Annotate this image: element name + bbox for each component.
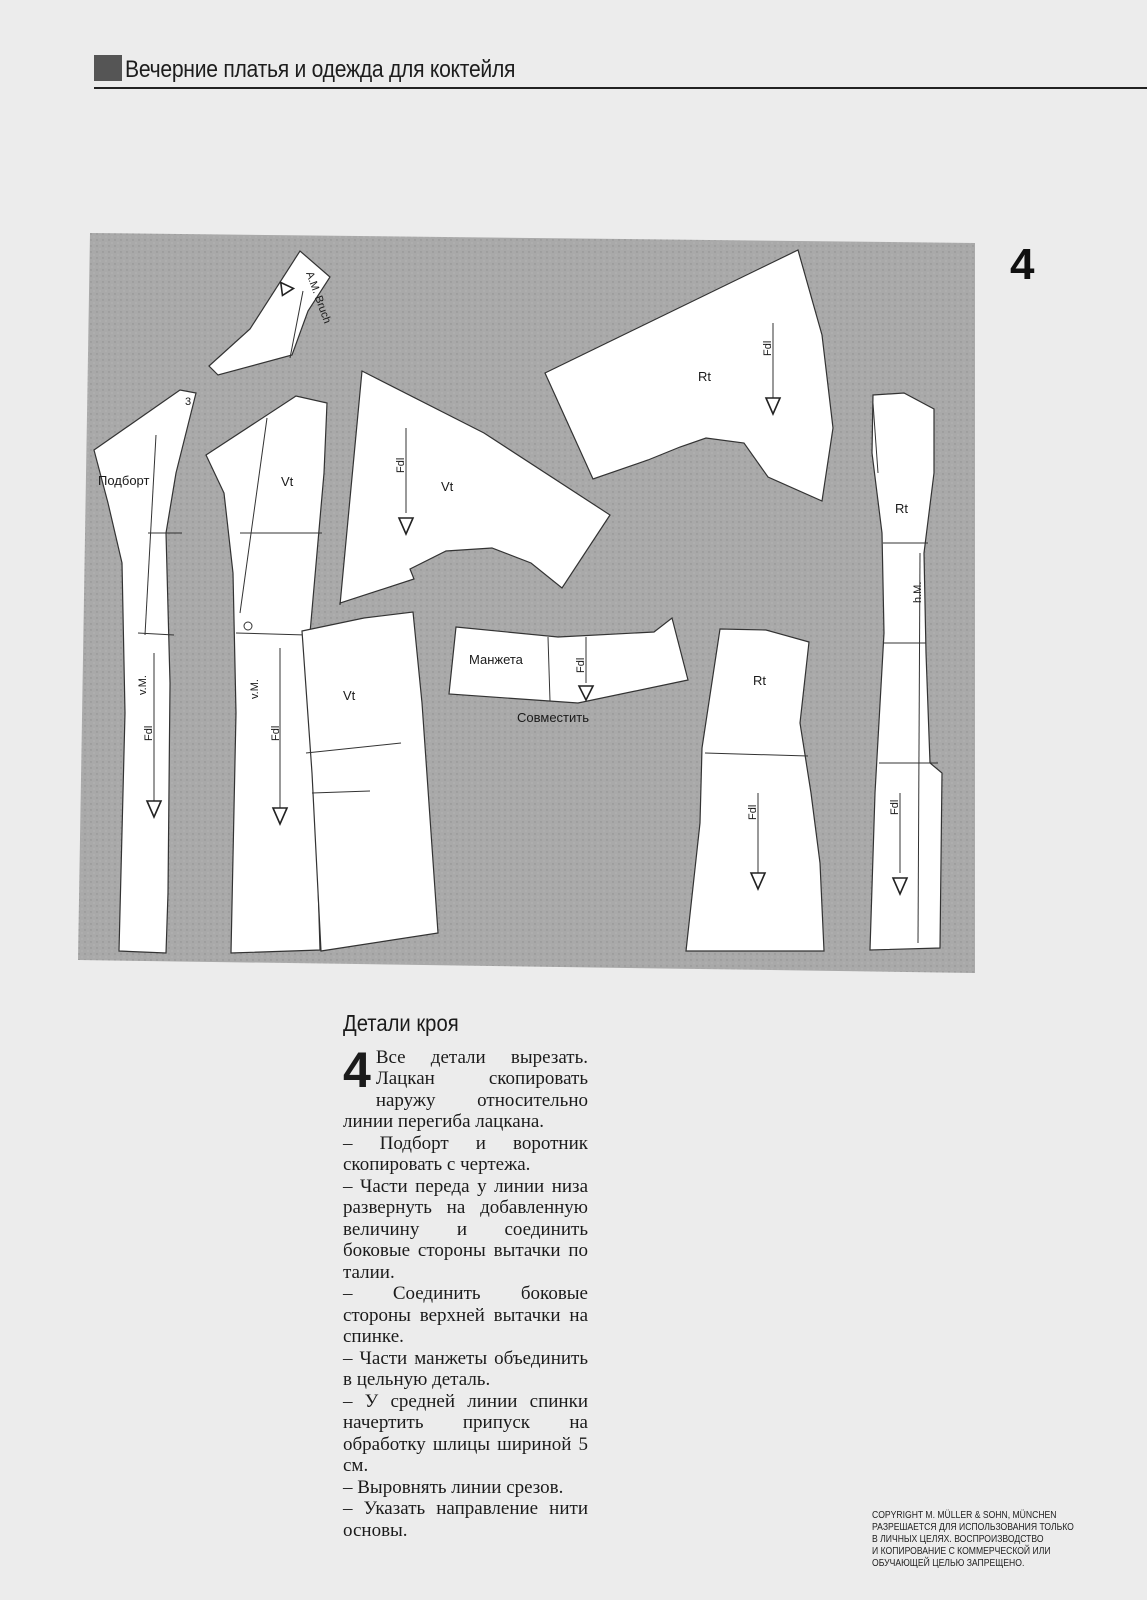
- figure-number: 4: [1010, 240, 1035, 289]
- podbort-label: Подборт: [98, 473, 150, 488]
- instructions-column: [343, 1010, 588, 1541]
- rt-label-side-back: Rt: [753, 673, 766, 688]
- instruction-paragraph: – Части манжеты объединить в цельную деталь.: [343, 1347, 588, 1390]
- manzheta-label: Манжета: [469, 652, 523, 667]
- instruction-paragraph: – Подборт и воротник скопировать с чертежа.: [343, 1132, 588, 1175]
- rt-label-sleeve: Rt: [698, 369, 711, 384]
- instruction-paragraph: – Выровнять линии срезов.: [343, 1476, 564, 1498]
- copyright-notice: [872, 1509, 1077, 1569]
- vt-label-side: Vt: [343, 688, 356, 703]
- hm-label-back: h.M.: [912, 581, 924, 603]
- instruction-paragraph: – Указать направление нити основы.: [343, 1498, 588, 1541]
- instruction-paragraph: – Соединить боковые стороны верхней вытачки на спинке.: [343, 1283, 588, 1347]
- fdl-label-facing: Fdl: [143, 725, 155, 741]
- vt-label-sleeve: Vt: [441, 479, 454, 494]
- copyright-line: ОБУЧАЮЩЕЙ ЦЕЛЬЮ ЗАПРЕЩЕНО.: [872, 1557, 1025, 1569]
- copyright-line: РАЗРЕШАЕТСЯ ДЛЯ ИСПОЛЬЗОВАНИЯ ТОЛЬКО: [872, 1521, 1074, 1533]
- copyright-line: В ЛИЧНЫХ ЦЕЛЯХ. ВОСПРОИЗВОДСТВО: [872, 1533, 1044, 1545]
- num3-label: 3: [185, 396, 192, 408]
- fdl-label-cuff: Fdl: [575, 657, 587, 673]
- vm-label-front: v.M.: [249, 679, 261, 699]
- fdl-label-front: Fdl: [270, 725, 282, 741]
- instruction-paragraph: Все детали вырезать. Лацкан скопировать наружу относительно линии перегиба лацкана.: [343, 1046, 588, 1132]
- instruction-paragraph: – У средней линии спинки начертить припуск на обработку шлицы шириной 5 см.: [343, 1390, 588, 1476]
- fdl-label-sleeve-back: Fdl: [762, 340, 774, 356]
- fdl-label-sleeve-front: Fdl: [395, 457, 407, 473]
- rt-label-back: Rt: [895, 501, 908, 516]
- page-title: Вечерние платья и одежда для коктейля: [125, 56, 516, 83]
- instruction-paragraph: – Части переда у линии низа развернуть на добавленную величину и соединить боковые стороны вытачки по талии.: [343, 1175, 588, 1283]
- side-front-piece: [302, 612, 438, 951]
- pattern-figure: [78, 233, 975, 995]
- header-marker: [94, 55, 122, 81]
- vm-label-facing: v.M.: [137, 675, 149, 695]
- copyright-line: И КОПИРОВАНИЕ С КОММЕРЧЕСКОЙ ИЛИ: [872, 1545, 1051, 1557]
- fdl-label-side-back: Fdl: [747, 804, 759, 820]
- fdl-label-back: Fdl: [889, 799, 901, 815]
- copyright-line: COPYRIGHT M. MÜLLER & SOHN, MÜNCHEN: [872, 1509, 1057, 1521]
- section-heading: Детали кроя: [343, 1010, 459, 1036]
- bruch-label: A.M. Bruch: [303, 269, 334, 326]
- sovmestit-label: Совместить: [517, 710, 589, 725]
- header-rule: [94, 87, 1147, 89]
- vt-label-front: Vt: [281, 474, 294, 489]
- dropcap-number: 4: [343, 1041, 371, 1098]
- pattern-background: [78, 233, 975, 973]
